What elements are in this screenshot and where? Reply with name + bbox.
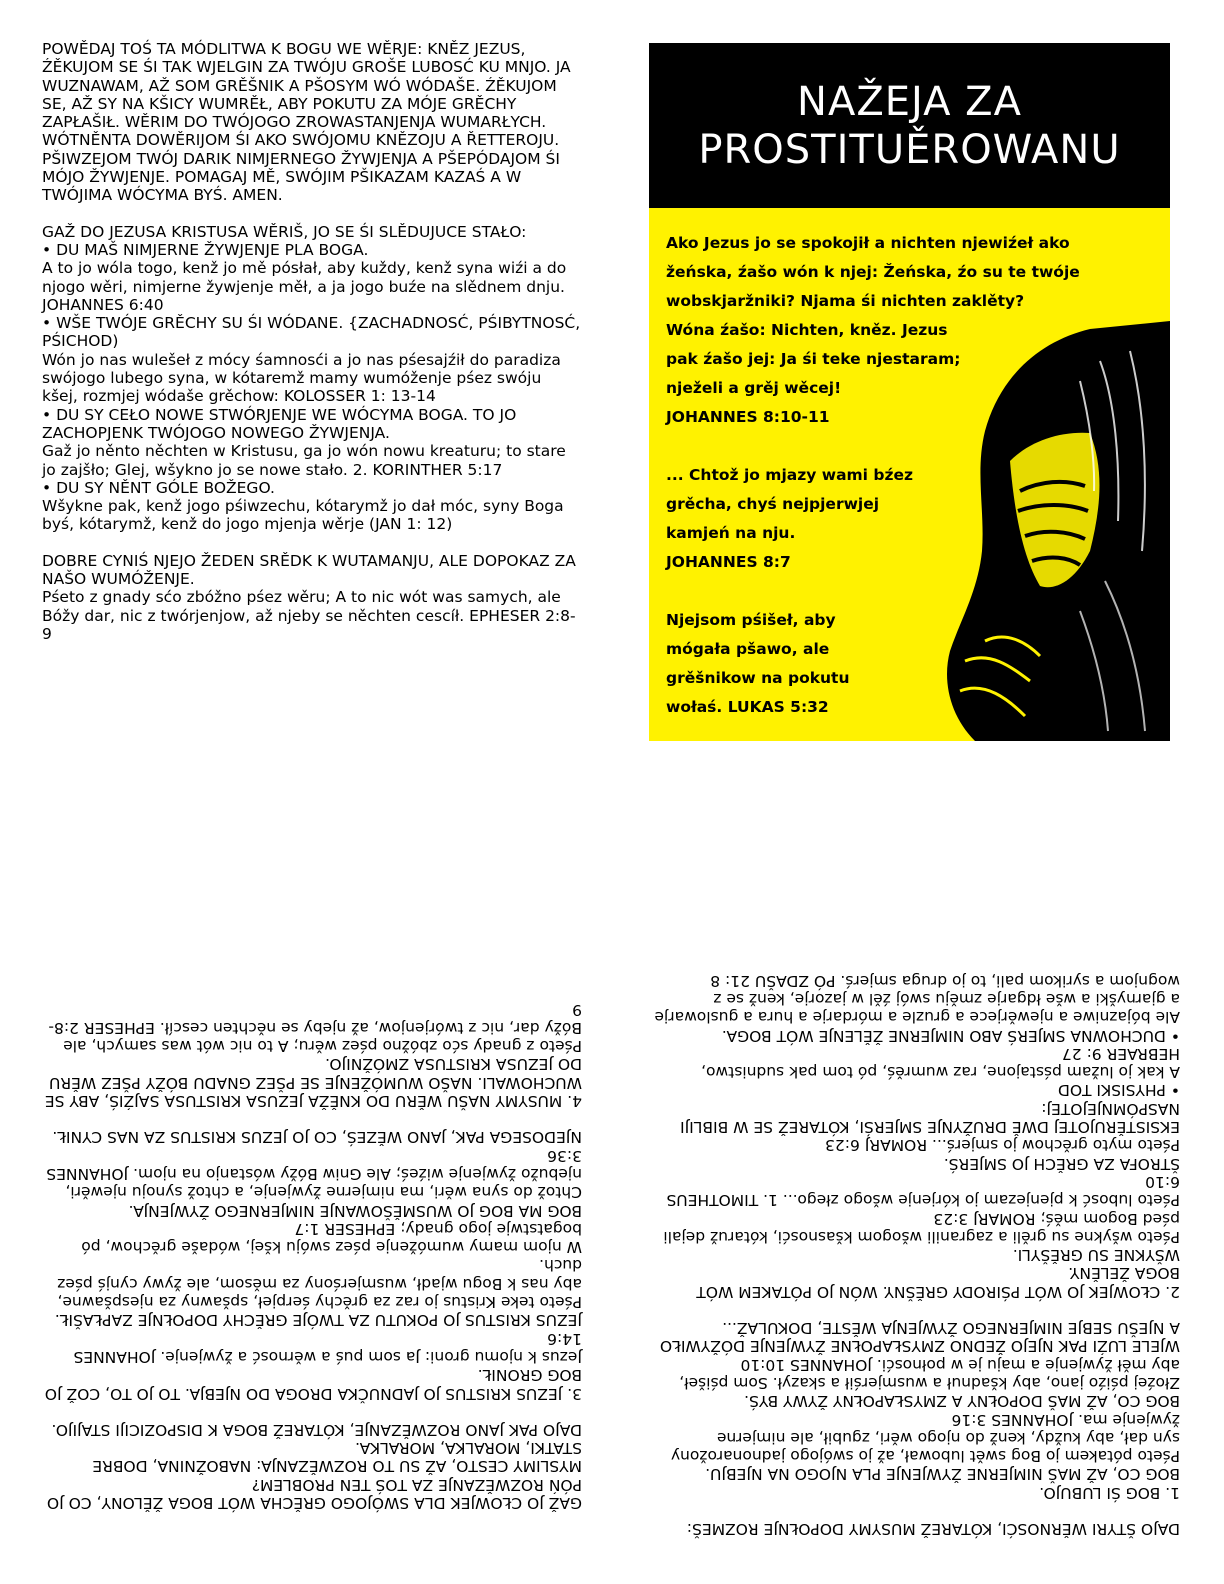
bullet-new-creation: • DU SY CEŁO NOWE STWÓRJENJE WE WÓCYMA BOGA. TO JO ZACHOPJENK TWÓJOGO NOWEGO ŽYWJENJA. xyxy=(42,405,517,442)
verse2-line3: kamjeń na nju. xyxy=(666,524,796,542)
point3-eternal-gift: BOG MA BOG JO WUSMĚŠOWANJE NIMJERNEGO ŽYWJENJA. xyxy=(128,1201,582,1220)
point4-verse: Pśeto z gnady sćo zbóžno pśez wěru; A to nic wót was samych, ale Bóžy dar, nic z twórjenjow, až njeby se něchten cescíł. EPHESER 2:8-9 xyxy=(48,1000,582,1056)
verse1-line4: Wóna źašo: Nichten, kněz. Jezus xyxy=(666,321,948,339)
cover-title-block xyxy=(649,43,1170,208)
solution-question: GAŽ JO CŁOWJEK DLA SWÓJOGO GRĚCHA WÓT BOGA ŽĚLONY, CO JO PÓŃ ROZWĚZANJE ZA TOŚ TEN PROBLEM? xyxy=(46,1475,582,1512)
point1-many-people: WJELE LUŹI PAK NJEJO ŽEDNO ZMYSŁAPOŁNE ŽYWJENJE DÓŽYWIŁO A NJEŠU SEBJE NIMJERNEGO ŽYWJENJA WĚSTE, DOKULAŽ... xyxy=(659,1319,1180,1356)
truths-intro: DAJO ŠTYRI WĚRNOSĆI, KÓTAREŽ MUSYMY DOPOŁNJE ROZMEŠ: xyxy=(686,1520,1180,1538)
point3-verse-believe: Chtož do syna wěri, ma nimjerne žywjenje, a chtož synoju njewěri, njebužo žywjenje wiźeś; Ale Gniw Bóžy wóstanjo na njom. JOHANNES 3:36 xyxy=(46,1146,582,1202)
point2-heading: 2. CŁOWJEK JO WÓT PŚIRODY GRĚŠNY. WÓN JO PÓTAKEM WÓT BOGA ŽELĚNY. xyxy=(696,1264,1180,1301)
point3-paid: JEZUS KRISTUS JO POKUTU ZA TWÓJE GRĚCHY DOPOŁNJE ZAPŁAŠIŁ. xyxy=(54,1311,582,1330)
point3-verse-suffered: Pśeto teke Kristus jo raz za grěchy śerpjeł, spšawny za njespšawne, aby nas k Bogu wjadł, wusmjerśony za měsom, ale žywy cynjś pśez duch. xyxy=(57,1256,582,1312)
verse1-line6: nježeli a grěj wěcej! xyxy=(666,379,842,397)
point3-verse-way: Jezus k njomu groni: Ja som puś a wěrnosć a žywjenje. JOHANNES 14:6 xyxy=(73,1329,582,1366)
prayer-text: POWĚDAJ TOŚ TA MÓDLITWA K BOGU WE WĚRJE: KNĚZ JEZUS, ŹĚKUJOM SE ŚI TAK WJELGIN ZA TWÓJU GROŠE LUBOSĆ KU MNJO. JA WUZNAWAM, AŽ SOM GRĚŠNIK A PŠOSYM WÓ WÓDAŠE. ŹĚKUJOM SE, AŽ SY NA KŠICY WUMRĚŁ, ABY POKUTU ZA MÓJE GRĚCHY ZAPŁAŠIŁ. WĚRIM DO TWÓJOGO ZROWASTANJENJA WUMARŁYCH. WÓTNĚNTA DOWĚRIJOM ŚI AKO SWÓJOMU KNĚZOJU A ŘETTEROJU. PŠIWZEJOM TWÓJ DARIK NIMJERNEGO ŽYWJENJA A PŠEPÓDAJOM ŚI MÓJO ŽYWJENJE. POMAGAJ MĚ, SWÓJIM PŠIKAZAM KAZAŚ A W TWÓJIMA WÓCYMA BYŚ. AMEN. xyxy=(42,40,571,205)
point2-verse-revelation: Ale bójazniwe a njewěrjece a gruzle a mórdarje a hura a guslowarje a gjarnyški a wše łdgarje změju swój źěl w jazorje, kenž se z wognjom a syrikom pali, to jo druga smjerś. PÓ ZDAŠU 21: 8 xyxy=(654,971,1180,1027)
point2-all-sinned: WŠYKNE SU GRĚŠYLI. xyxy=(1012,1246,1180,1265)
bullet-new-creation-text: Gaž jo něnto něchten w Kristusu, ga jo wón nowu kreaturu; to stare jo zajšło; Glej, wšykno jo se nowe stało. 2. KORINTHER 5:17 xyxy=(42,442,566,479)
point3-not-enough: NJEDOSEGA PAK, JANO WĚZEŚ, CO JO JEZUS KRISTUS ZA NAS CYNIŁ. xyxy=(52,1128,582,1147)
point1-eternal-life: BOG CO, AŽ MAŠ NIMJERNE ŽYWJENJE PLA NJOGO NA NJEBJU. xyxy=(705,1465,1180,1484)
cover-panel xyxy=(649,43,1170,741)
verse3-line4: wołaś. LUKAS 5:32 xyxy=(666,698,829,716)
point2-physical-death: • PHYSISKI TOD xyxy=(1057,1081,1180,1100)
cover-title-line2: PROSTITUĚROWANU xyxy=(698,126,1121,173)
point2-verse-timothy: Pśeto lubosć k pjenjezam jo kórjenje wšogo złego... 1. TIMOTHEUS 6:10 xyxy=(666,1172,1180,1210)
point2-two-deaths: EKSISTĚRUJOTEJ DWĚ DRUŽYNJE SMJERŚI, KÓTAREŽ SE W BIBLIJI NASPÓMNJEJOTEJ: xyxy=(680,1099,1180,1137)
bullet-eternal-life: • DU MAŠ NIMJERNE ŽYWJENJE PLA BOGA. xyxy=(42,240,369,259)
bullet-eternal-life-text: A to jo wóla togo, kenž jo mě pósłał, aby kuždy, kenž syna wiźi a do njogo wěri, nimjerne žywjenje měł, a ja jogo buźe na slědnem dnju. JOHANNES 6:40 xyxy=(42,259,567,314)
point1-verse-john316: Pśeto pótakem jo Bog swět lubował, až jo swójogo jadnonarožony syn dał, aby kuždy, kenž do njogo wěri, zgubił, ale nimjerne žywjenje ma. JOHANNES 3:16 xyxy=(670,1410,1180,1466)
verse1-line5: pak źašo jej: Ja śi teke njestaram; xyxy=(666,350,961,368)
point4-heading: 4. MUSYMY NAŠU WĚRU DO KNĚŽA JEZUSA KRISTUSA SAJŹIŚ, ABY SE WUCHOWALI. NAŠO WUMÓŽENJE SE PŠEZ GNADU BÓŽY PŠEZ WĚRU DO JEZUSA KRISTUSA ZMÓŽNIJO. xyxy=(44,1055,582,1111)
verse3-line3: grěšnikow na pokutu xyxy=(666,669,850,687)
point1-full-life: BOG CO, AŽ MAŠ DOPOŁNY A ZMYSŁAPOŁNY ŽYWY BYŚ. xyxy=(744,1392,1180,1411)
verse1-ref: JOHANNES 8:10-11 xyxy=(666,408,830,426)
verse3-line1: Njejsom pśišeł, aby xyxy=(666,611,836,629)
point3-verse-redemption: W njom mamy wumóženje pśez swóju kšej, wódaše grěchow, pó bogatstwje jogo gnady; EPHESER 1:7 xyxy=(81,1219,582,1257)
cover-title-line1: NAŽEJA ZA xyxy=(797,78,1022,125)
verse2-line1: ... Chtož jo mjazy wami bźez xyxy=(666,466,914,484)
point2-penalty: ŠTROFA ZA GRĚCH JO SMJERŚ. xyxy=(943,1154,1180,1173)
point3-heading: 3. JEZUS KRISTUS JO JADNUČKA DROGA DO NJEBJA. TO JO TO, COŽ JO BOG GRONIŁ. xyxy=(44,1366,582,1403)
closing-heading: DOBRE CYNIŚ NJEJO ŽEDEN SRĚDK K WUTAMANJU, ALE DOPOKAZ ZA NAŠO WUMÓŽENJE. xyxy=(42,551,576,589)
point2-verse-romans623: Pśeto myto grěchow jo smjerś... ROMARJ 6:23 xyxy=(825,1136,1180,1155)
point2-verse-romans323: Pśeto wšykne su grěli a zagranili wšogom kšasnosći, kótaruž dejali pśed Bogom měś; ROMARJ 3:23 xyxy=(663,1209,1180,1246)
bullet-forgiven: • WŠE TWÓJE GRĚCHY SU ŚI WÓDANE. {ZACHADNOSĆ, PŚIBYTNOSĆ, PŚICHOD) xyxy=(42,314,581,351)
truths-panel-inverted xyxy=(650,848,1180,1538)
closing-text: Pśeto z gnady sćo zbóžno pśez wěru; A to nic wót was samych, ale Bóžy dar, nic z twórjenjow, až njeby se něchten cescíł. EPHESER 2:8-9 xyxy=(42,588,576,643)
point2-verse-hebrews: A kak jo lužam pśstajone, raz wumrěś, pó tom pak sudnistwo, HEBRAER 9: 27 xyxy=(701,1044,1180,1082)
point2-spiritual-death: • DUCHOWNA SMJERŚ ABO NIMJERNE ŽĚLENJE WÓT BOGA. xyxy=(721,1026,1180,1045)
prayer-panel xyxy=(42,40,582,643)
bullet-forgiven-text: Wón jo nas wulešeł z mócy śamnosći a jo nas pśesajźił do paradiza swójogo lubego syna, w kótaremž mamy wumóženje pśez swóju kšej, rozmjej wódaše grěchow: KOLOSSER 1: 13-14 xyxy=(42,350,561,406)
solution-misconceptions: MYSLIMY CESTO, AŽ SU TO ROZWĚZANJA: NABOŽNINA, DOBRE STATKI, MORALKA, MORALKA. xyxy=(92,1439,582,1476)
cover-verses xyxy=(666,229,1166,722)
verse3-line2: mógała pšawo, ale xyxy=(666,640,830,658)
point1-heading: 1. BOG ŚI LUBUJO. xyxy=(1039,1483,1180,1502)
verse1-line3: wobskjaržniki? Njama śi nichten zaklěty? xyxy=(666,292,1025,310)
faith-heading: GAŽ DO JEZUSA KRISTUSA WĚRIŠ, JO SE ŚI SLĚDUJUCE STAŁO: xyxy=(42,222,527,241)
solution-panel-inverted xyxy=(42,822,582,1512)
point1-verse-john1010: Złoźej pśiźo jano, aby kšadnuł a wusmjerśił a skazył. Som pśišeł, aby měł žywjenje a maju je w połnosći. JOHANNES 10:10 xyxy=(679,1355,1180,1392)
verse1-line1: Ako Jezus jo se spokojił a nichten njewiźeł ako xyxy=(666,234,1070,252)
verse1-line2: žeńska, źašo wón k njej: Žeńska, źo su te twóje xyxy=(666,263,1080,281)
bullet-child-of-god: • DU SY NĚNT GÓLE BOŽEGO. xyxy=(42,478,275,497)
verse2-ref: JOHANNES 8:7 xyxy=(666,553,791,571)
solution-only-one: DAJO PAK JANO ROZWĚZANJE, KÓTAREŽ BOGA K DISPOZICIJI STAJIJO. xyxy=(51,1420,582,1439)
bullet-child-of-god-text: Wšykne pak, kenž jogo pśiwzechu, kótarymž jo dał móc, syny Boga byś, kótarymž, kenž do jogo mjenja wěrje (JAN 1: 12) xyxy=(42,497,564,534)
verse2-line2: grěcha, chyś nejpjerwjej xyxy=(666,495,880,513)
